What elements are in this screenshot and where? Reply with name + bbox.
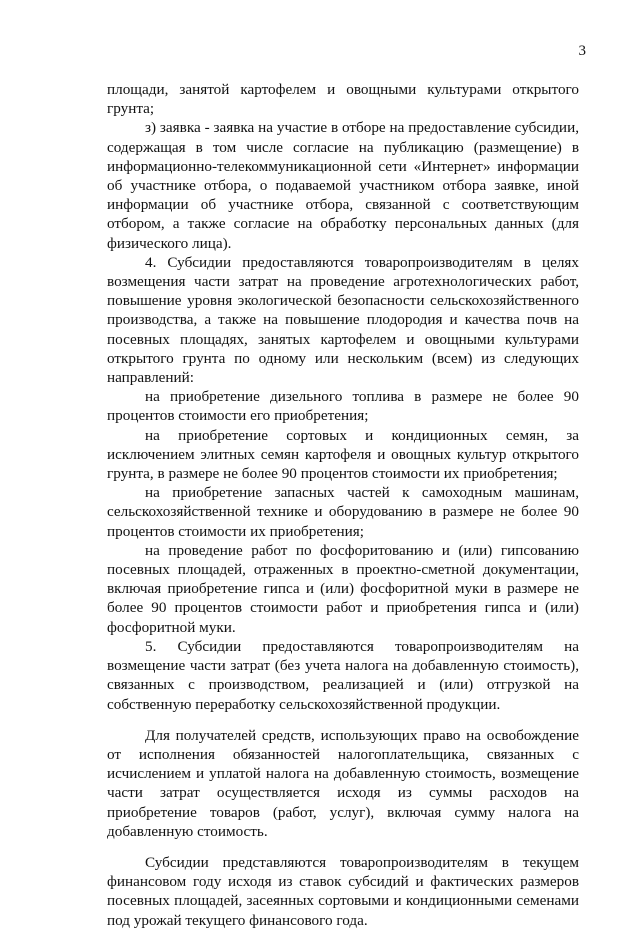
paragraph-vat-exemption: Для получателей средств, использующих право на освобождение от исполнения обязанностей налогоплательщика, связанных с исчислением и уплатой налога на добавленную стоимость, возмещение части затрат осуществляется исходя из суммы расходов на приобретение товаров (работ, услуг), включая сумму налога на добавленную стоимость. (107, 726, 579, 840)
direction-diesel-fuel: на приобретение дизельного топлива в размере не более 90 процентов стоимости его приобретения; (107, 388, 579, 425)
page-number: 3 (578, 43, 586, 59)
paragraph-subsidy-rates: Субсидии представляются товаропроизводителям в текущем финансовом году исходя из ставок субсидий и фактических размеров посевных площадей, засеянных сортовыми и кондиционными семенами под урожай текущего финансового года. (107, 853, 579, 929)
direction-phosphoritization: на проведение работ по фосфоритованию и (или) гипсованию посевных площадей, отраженных в проектно-сметной документации, включая приобретение гипса и (или) фосфоритной муки в размере не более 90 процентов стоимости работ и приобретения гипса и (или) фосфоритной муки. (107, 541, 579, 636)
paragraph-4-subsidy-purposes: 4. Субсидии предоставляются товаропроизводителям в целях возмещения части затрат на проведение агротехнологических работ, повышение уровня экологической безопасности сельскохозяйственного производства, а также на повышение плодородия и качества почв на посевных площадях, занятых картофелем и овощными культурами открытого грунта по одному или нескольким (всем) из следующих направлений: (107, 253, 579, 387)
document-body (107, 80, 579, 930)
paragraph-continuation: площади, занятой картофелем и овощными культурами открытого грунта; (107, 81, 579, 118)
direction-spare-parts: на приобретение запасных частей к самоходным машинам, сельскохозяйственной технике и оборудованию в размере не более 90 процентов стоимости их приобретения; (107, 484, 579, 540)
paragraph-5-subsidy-production: 5. Субсидии предоставляются товаропроизводителям на возмещение части затрат (без учета налога на добавленную стоимость), связанных с производством, реализацией и (или) отгрузкой на собственную переработку сельскохозяйственной продукции. (107, 637, 579, 713)
paragraph-item-z-application: з) заявка - заявка на участие в отборе на предоставление субсидии, содержащая в том числе согласие на публикацию (размещение) в информационно-телекоммуникационной сети «Интернет» информации об участнике отбора, о подаваемой участником отбора заявке, иной информации об участнике отбора, связанной с соответствующим отбором, а также согласие на обработку персональных данных (для физического лица). (107, 119, 579, 252)
direction-seeds: на приобретение сортовых и кондиционных семян, за исключением элитных семян картофеля и овощных культур открытого грунта, в размере не более 90 процентов стоимости их приобретения; (107, 426, 579, 483)
